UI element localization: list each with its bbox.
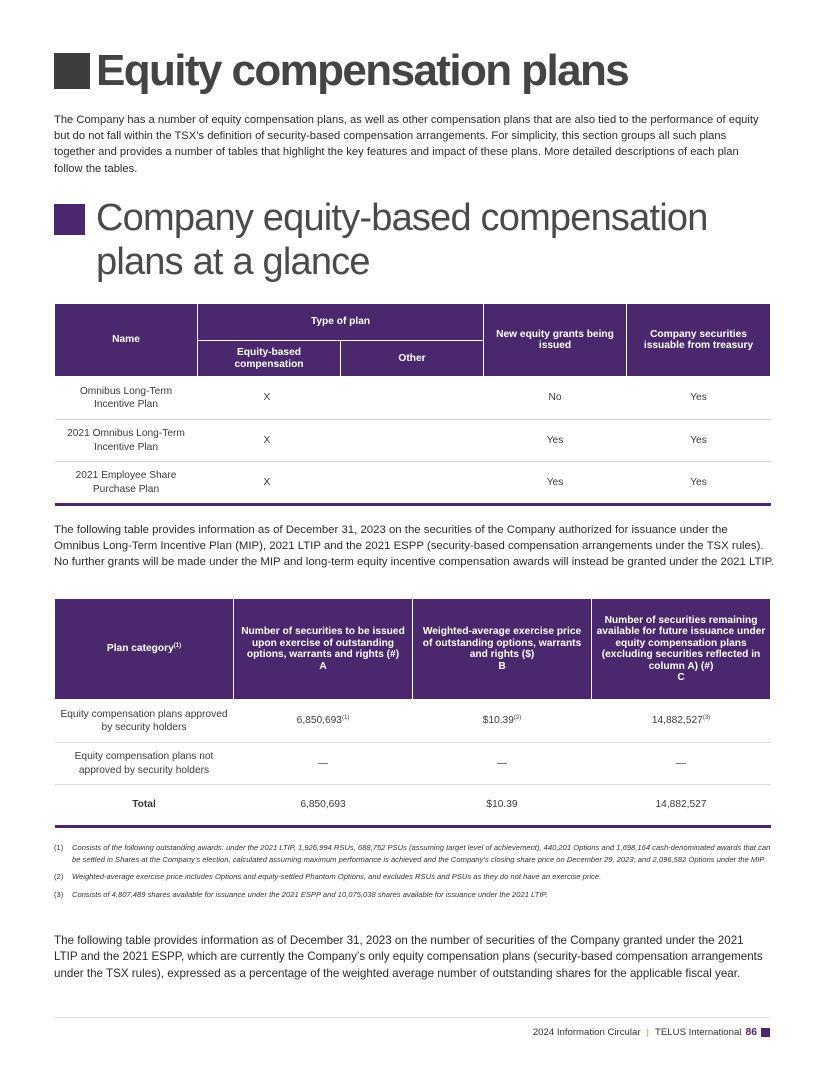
col-header-name: Name: [55, 304, 198, 377]
equity-mark: X: [198, 420, 341, 462]
plans-at-a-glance-table: [54, 303, 771, 506]
col-header-new-grants: New equity grants being issued: [484, 304, 627, 377]
equity-mark: X: [198, 462, 341, 505]
footer-separator: |: [646, 1027, 650, 1038]
plan-name: Omnibus Long-Term Incentive Plan: [55, 377, 198, 420]
other-mark: [341, 462, 484, 505]
table-row: [55, 743, 771, 785]
new-grants-value: Yes: [484, 462, 627, 505]
table-row: [55, 462, 771, 505]
footer-company: TELUS International: [655, 1027, 742, 1038]
new-grants-value: No: [484, 377, 627, 420]
footnote: (3) Consists of 4,807,489 shares available for issuance under the 2021 ESPP and 10,075,038 shares available for issuance under the 2021 LTIP.: [54, 889, 548, 899]
subheading: Company equity-based compensation plans at a glance: [96, 197, 708, 283]
col-header-b: Weighted-average exercise price of outstanding options, warrants and rights ($) B: [413, 599, 592, 700]
total-row: [55, 785, 771, 827]
col-a-value: 6,850,693$^{(1)}$: [234, 700, 413, 743]
footer-divider: [54, 1017, 770, 1018]
heading-square-icon: [54, 53, 90, 89]
securities-authorized-table: [54, 598, 771, 828]
other-mark: [341, 420, 484, 462]
footer-square-icon: [761, 1028, 770, 1037]
subheading-square-icon: [54, 204, 85, 235]
col-header-other: Other: [341, 341, 484, 377]
treasury-value: Yes: [627, 462, 771, 505]
total-c: 14,882,527: [592, 785, 771, 827]
treasury-value: Yes: [627, 377, 771, 420]
new-grants-value: Yes: [484, 420, 627, 462]
col-c-value: —: [592, 743, 771, 785]
plan-category: Equity compensation plans not approved by security holders: [55, 743, 234, 785]
col-b-value: $10.39$^{(2)}$: [413, 700, 592, 743]
total-label: Total: [55, 785, 234, 827]
other-mark: [341, 377, 484, 420]
col-header-treasury: Company securities issuable from treasury: [627, 304, 771, 377]
granted-securities-paragraph: The following table provides information as of December 31, 2023 on the number of securities of the Company granted under the 2021 LTIP and the 2021 ESPP, which are currently the Company’s only equity compensation plans (security-based compensation arrangements under the TSX rules), expressed as a percentage of the weighted average number of outstanding shares for the applicable fiscal year.: [54, 934, 763, 980]
table-row: [55, 700, 771, 743]
col-header-type-of-plan: Type of plan: [198, 304, 484, 341]
plan-category: Equity compensation plans approved by security holders: [55, 700, 234, 743]
table-row: [55, 377, 771, 420]
col-b-value: —: [413, 743, 592, 785]
footer-document-title: 2024 Information Circular: [532, 1027, 641, 1038]
col-header-c: Number of securities remaining available for future issuance under equity compensation plans (excluding securities reflected in column A) (#) C: [592, 599, 771, 700]
total-a: 6,850,693: [234, 785, 413, 827]
page-footer: [533, 1027, 770, 1038]
page-title: Equity compensation plans: [96, 46, 629, 95]
section-heading: [54, 48, 628, 94]
equity-mark: X: [198, 377, 341, 420]
footnotes: [54, 842, 774, 906]
authorized-securities-paragraph: The following table provides information as of December 31, 2023 on the securities of the Company authorized for issuance under the Omnibus Long-Term Incentive Plan (MIP), 2021 LTIP and the 2021 ESPP (security-based compensation arrangements under the TSX rules). No further grants will be made under the MIP and long-term equity incentive compensation awards will instead be granted under the 2021 LTIP.: [54, 524, 774, 569]
footnote: (1) Consists of the following outstanding awards: under the 2021 LTIP, 1,926,994 RSUs, 688,752 PSUs (assuming target level of achievement), 440,201 Options and 1,698,164 cash-denominated awards that can be settled in Shares at the Company’s election, calculated assuming maximum performance is achieved and the Company’s closing share price on December 29, 2023; and 2,096,582 Options under the MIP.: [54, 843, 771, 864]
plan-name: 2021 Omnibus Long-Term Incentive Plan: [55, 420, 198, 462]
treasury-value: Yes: [627, 420, 771, 462]
plan-name: 2021 Employee Share Purchase Plan: [55, 462, 198, 505]
col-a-value: —: [234, 743, 413, 785]
intro-paragraph: The Company has a number of equity compensation plans, as well as other compensation plans that are also tied to the performance of equity but do not fall within the TSX’s definition of security-based compensation arrangements. For simplicity, this section groups all such plans together and provides a number of tables that highlight the key features and impact of these plans. More detailed descriptions of each plan follow the tables.: [54, 114, 759, 175]
table-row: [55, 420, 771, 462]
footnote: (2) Weighted-average exercise price includes Options and equity-settled Phantom Options, and excludes RSUs and PSUs as they do not have an exercise price.: [54, 872, 602, 881]
col-header-equity-based: Equity-based compensation: [198, 341, 341, 377]
col-header-a: Number of securities to be issued upon exercise of outstanding options, warrants and rights (#) A: [234, 599, 413, 700]
page-number: 86: [745, 1027, 757, 1038]
total-b: $10.39: [413, 785, 592, 827]
col-c-value: 14,882,527$^{(3)}$: [592, 700, 771, 743]
col-header-plan-category: Plan category$^{(1)}$: [55, 599, 234, 700]
